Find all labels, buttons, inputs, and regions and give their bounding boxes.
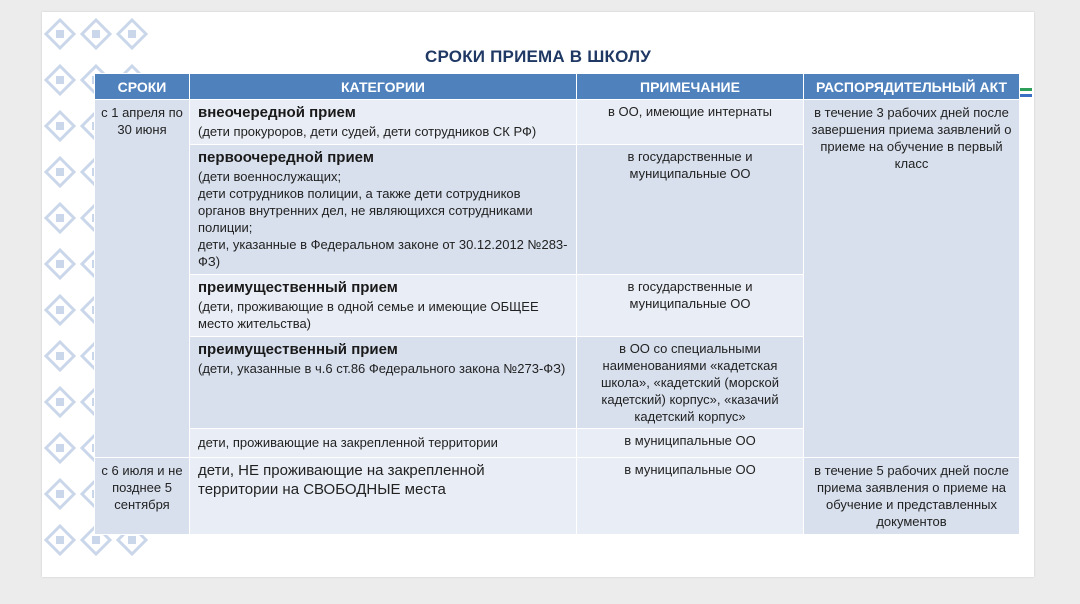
note-cell: в муниципальные ОО (577, 429, 804, 458)
category-description: (дети военнослужащих; (198, 169, 342, 184)
category-cell (190, 275, 577, 337)
period-cell: с 6 июля и не позднее 5 сентября (95, 458, 190, 535)
category-cell (190, 145, 577, 275)
admission-table (94, 73, 1020, 535)
ornament-square-shape (56, 260, 64, 268)
note-cell: в ОО со специальными наименованиями «кадетская школа», «кадетский (морской кадетский) корпус», «казачий кадетский корпус» (577, 337, 804, 429)
act-cell: в течение 3 рабочих дней после завершения приема заявлений о приеме на обучение в первый класс (804, 100, 1020, 458)
ornament-square-shape (56, 30, 64, 38)
ornament-square-shape (128, 536, 136, 544)
note-cell: в государственные и муниципальные ОО (577, 275, 804, 337)
table-row (95, 100, 1020, 145)
ornament-square-shape (56, 214, 64, 222)
category-text: дети, проживающие на закрепленной территории (198, 435, 498, 450)
page-title: СРОКИ ПРИЕМА В ШКОЛУ (425, 47, 651, 66)
category-cell (190, 458, 577, 535)
ornament-square-shape (56, 122, 64, 130)
category-description: (дети прокуроров, дети судей, дети сотрудников СК РФ) (198, 124, 537, 139)
slide (42, 12, 1034, 577)
ornament-square-shape (92, 536, 100, 544)
category-description: (дети, проживающие в одной семье и имеющие ОБЩЕЕ место жительства) (198, 299, 539, 331)
ornament-square-shape (56, 444, 64, 452)
category-text: дети, НЕ проживающие на закрепленной территории на СВОБОДНЫЕ места (198, 462, 485, 498)
category-cell (190, 429, 577, 458)
category-title: внеочередной прием (198, 104, 356, 121)
category-cell (190, 100, 577, 145)
category-cell (190, 337, 577, 429)
period-cell: с 1 апреля по 30 июня (95, 100, 190, 458)
category-description: (дети, указанные в ч.6 ст.86 Федерального закона №273-ФЗ) (198, 361, 566, 376)
ornament-square-shape (56, 76, 64, 84)
ornament-square-shape (56, 490, 64, 498)
category-title: первоочередной прием (198, 149, 374, 166)
table-row (95, 458, 1020, 535)
note-cell: в государственные и муниципальные ОО (577, 145, 804, 275)
ornament-square-shape (56, 306, 64, 314)
ornament-square-shape (92, 30, 100, 38)
header-period: СРОКИ (95, 74, 190, 100)
ornament-square-shape (56, 168, 64, 176)
ornament-square-shape (56, 352, 64, 360)
header-act: РАСПОРЯДИТЕЛЬНЫЙ АКТ (804, 74, 1020, 100)
table-header-row (95, 74, 1020, 100)
ornament-square-shape (128, 30, 136, 38)
category-title: преимущественный прием (198, 341, 398, 358)
header-note: ПРИМЕЧАНИЕ (577, 74, 804, 100)
act-cell: в течение 5 рабочих дней после приема заявления о приеме на обучение и представленных документов (804, 458, 1020, 535)
ornament-square-shape (56, 536, 64, 544)
header-category: КАТЕГОРИИ (190, 74, 577, 100)
note-cell: в ОО, имеющие интернаты (577, 100, 804, 145)
category-description: дети, указанные в Федеральном законе от 30.12.2012 №283-ФЗ) (198, 237, 568, 269)
ornament-square-shape (56, 398, 64, 406)
category-description: дети сотрудников полиции, а также дети сотрудников органов внутренних дел, не являющихся сотрудниками полиции; (198, 186, 533, 235)
category-title: преимущественный прием (198, 279, 398, 296)
note-cell: в муниципальные ОО (577, 458, 804, 535)
